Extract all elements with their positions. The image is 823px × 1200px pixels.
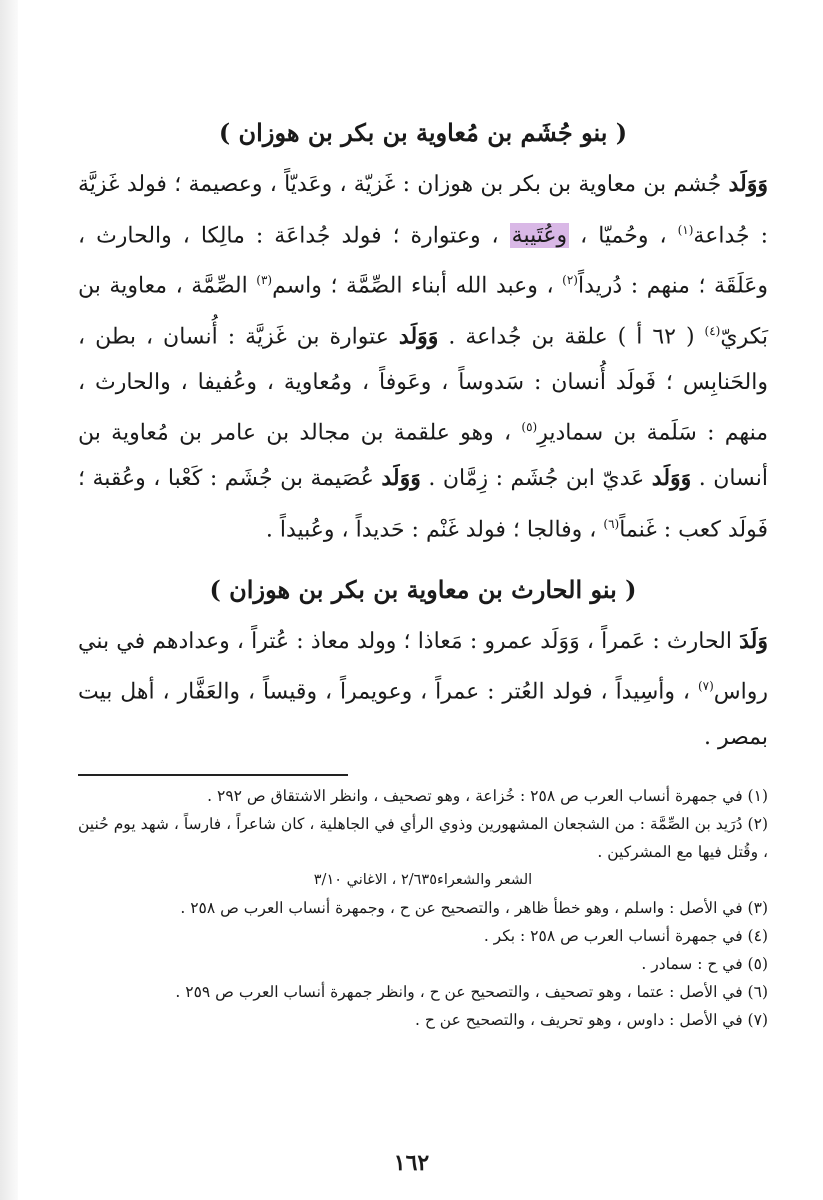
section-harith	[78, 567, 768, 761]
footnote-ref: (٤)	[704, 324, 721, 339]
text-run: ، وهو علقمة بن مجالد بن عامر بن مُعاوية بن أنسان .	[78, 420, 768, 492]
footnote: (٧) في الأصل : داوس ، وهو تحريف ، والتصحيح عن ح .	[415, 1011, 768, 1030]
footnote-ref: (٧)	[697, 679, 714, 694]
text-run: ( ٦٢ أ ) علقة بن جُداعة .	[438, 324, 705, 350]
section-heading: ( بنو جُشَم بن مُعاوية بن بكر بن هوزان )	[218, 118, 628, 147]
bold-keyword: وَوَلَد	[381, 465, 421, 492]
footnotes	[78, 782, 768, 1034]
text-run: عَديّ ابن جُشَم : زِمَّان .	[420, 466, 652, 492]
book-page	[78, 110, 768, 1034]
bold-keyword: وَوَلَد	[398, 323, 439, 350]
bold-keyword: وَوَلَد	[651, 465, 692, 492]
section-paragraph	[78, 619, 768, 761]
section-jusham	[78, 110, 768, 553]
footnote-ref: (٣)	[256, 273, 273, 288]
footnote-ref: (١)	[677, 222, 694, 237]
footnote: (٣) في الأصل : واسلم ، وهو خطأ ظاهر ، والتصحيح عن ح ، وجمهرة أنساب العرب ص ٢٥٨ .	[180, 899, 768, 918]
text-run: ، وأسِيداً ، فولد العُتر : عمراً ، وعويمراً ، وقيساً ، والعَفَّار ، أهل بيت بمصر .	[78, 679, 768, 750]
footnote: (٤) في جمهرة أنساب العرب ص ٢٥٨ : بكر .	[483, 927, 768, 946]
text-run: ، وعتوارة ؛ فولد جُداعَة : مالِكا ، والحارث ، وعَلَقَة ؛ منهم : دُريداً	[78, 222, 768, 299]
text-run: جُشم بن معاوية بن بكر بن هوزان : غَزيّة ، وعَديّاً ، وعصيمة ؛ فولد غَزيَّة : جُداعة	[78, 172, 768, 248]
bold-keyword: وَلَدَ	[739, 627, 768, 654]
text-run: عتوارة بن غَزيَّة : أُنسان ، بطن ، والحَنابِس ؛ فَولَد أُنسان : سَدوساً ، وعَوفاً ، ومُعاوية ، وعُفيفا ، والحارث ، منهم : سَلَمة بن سماديرِ	[78, 324, 768, 446]
text-run: ، وحُميّا ،	[569, 222, 678, 248]
footnote: (٦) في الأصل : عتما ، وهو تصحيف ، والتصحيح عن ح ، وانظر جمهرة أنساب العرب ص ٢٥٩ .	[175, 983, 768, 1002]
text-run: ، وعبد الله أبناء الصِّمَّة ؛ واسم	[272, 273, 563, 299]
footnote: (١) في جمهرة أنساب العرب ص ٢٥٨ : خُزاعة ، وهو تصحيف ، وانظر الاشتقاق ص ٢٩٢ .	[207, 787, 768, 806]
section-heading: ( بنو الحارث بن معاوية بن بكر بن هوزان )	[209, 574, 637, 604]
footnote-ref: (٢)	[562, 273, 578, 288]
text-run: ، وفالجا ؛ فولد غَنْم : حَديداً ، وعُبيداً .	[265, 517, 604, 543]
footnote-ref: (٥)	[521, 420, 538, 435]
page-edge-shadow	[0, 0, 18, 1200]
footnote-citation: الشعر والشعراء٢/٦٣٥ ، الاغاني ٣/١٠	[313, 872, 533, 889]
text-run: الصِّمَّة ، معاوية بن بَكريّ	[78, 273, 768, 350]
text-run: عُصَيمة بن جُشَم : كَعْبا ، وعُقبة ؛ فَولَد كعب : غَنماً	[78, 466, 768, 543]
highlighted-word[interactable]: وعُتَيبة	[511, 222, 568, 248]
text-run: الحارث : عَمراً ، وَوَلَد عمرو : مَعاذا ؛ وولد معاذ : عُتراً ، وعدادهم في بني رواس	[78, 628, 768, 705]
footnote-ref: (٦)	[603, 516, 620, 531]
footnote: (٥) في ح : سمادر .	[641, 955, 768, 974]
page-number: ١٦٢	[393, 1150, 430, 1176]
footnote: (٢) دُرَيد بن الصِّمَّة : من الشجعان المشهورين وذوي الرأي في الجاهلية ، كان شاعراً ، فارساً ، شهد يوم حُنين ، وقُتل فيها مع المشركين .	[78, 815, 768, 862]
footnote-separator	[78, 774, 348, 776]
bold-keyword: وَوَلَد	[728, 171, 768, 197]
section-paragraph	[78, 162, 768, 553]
